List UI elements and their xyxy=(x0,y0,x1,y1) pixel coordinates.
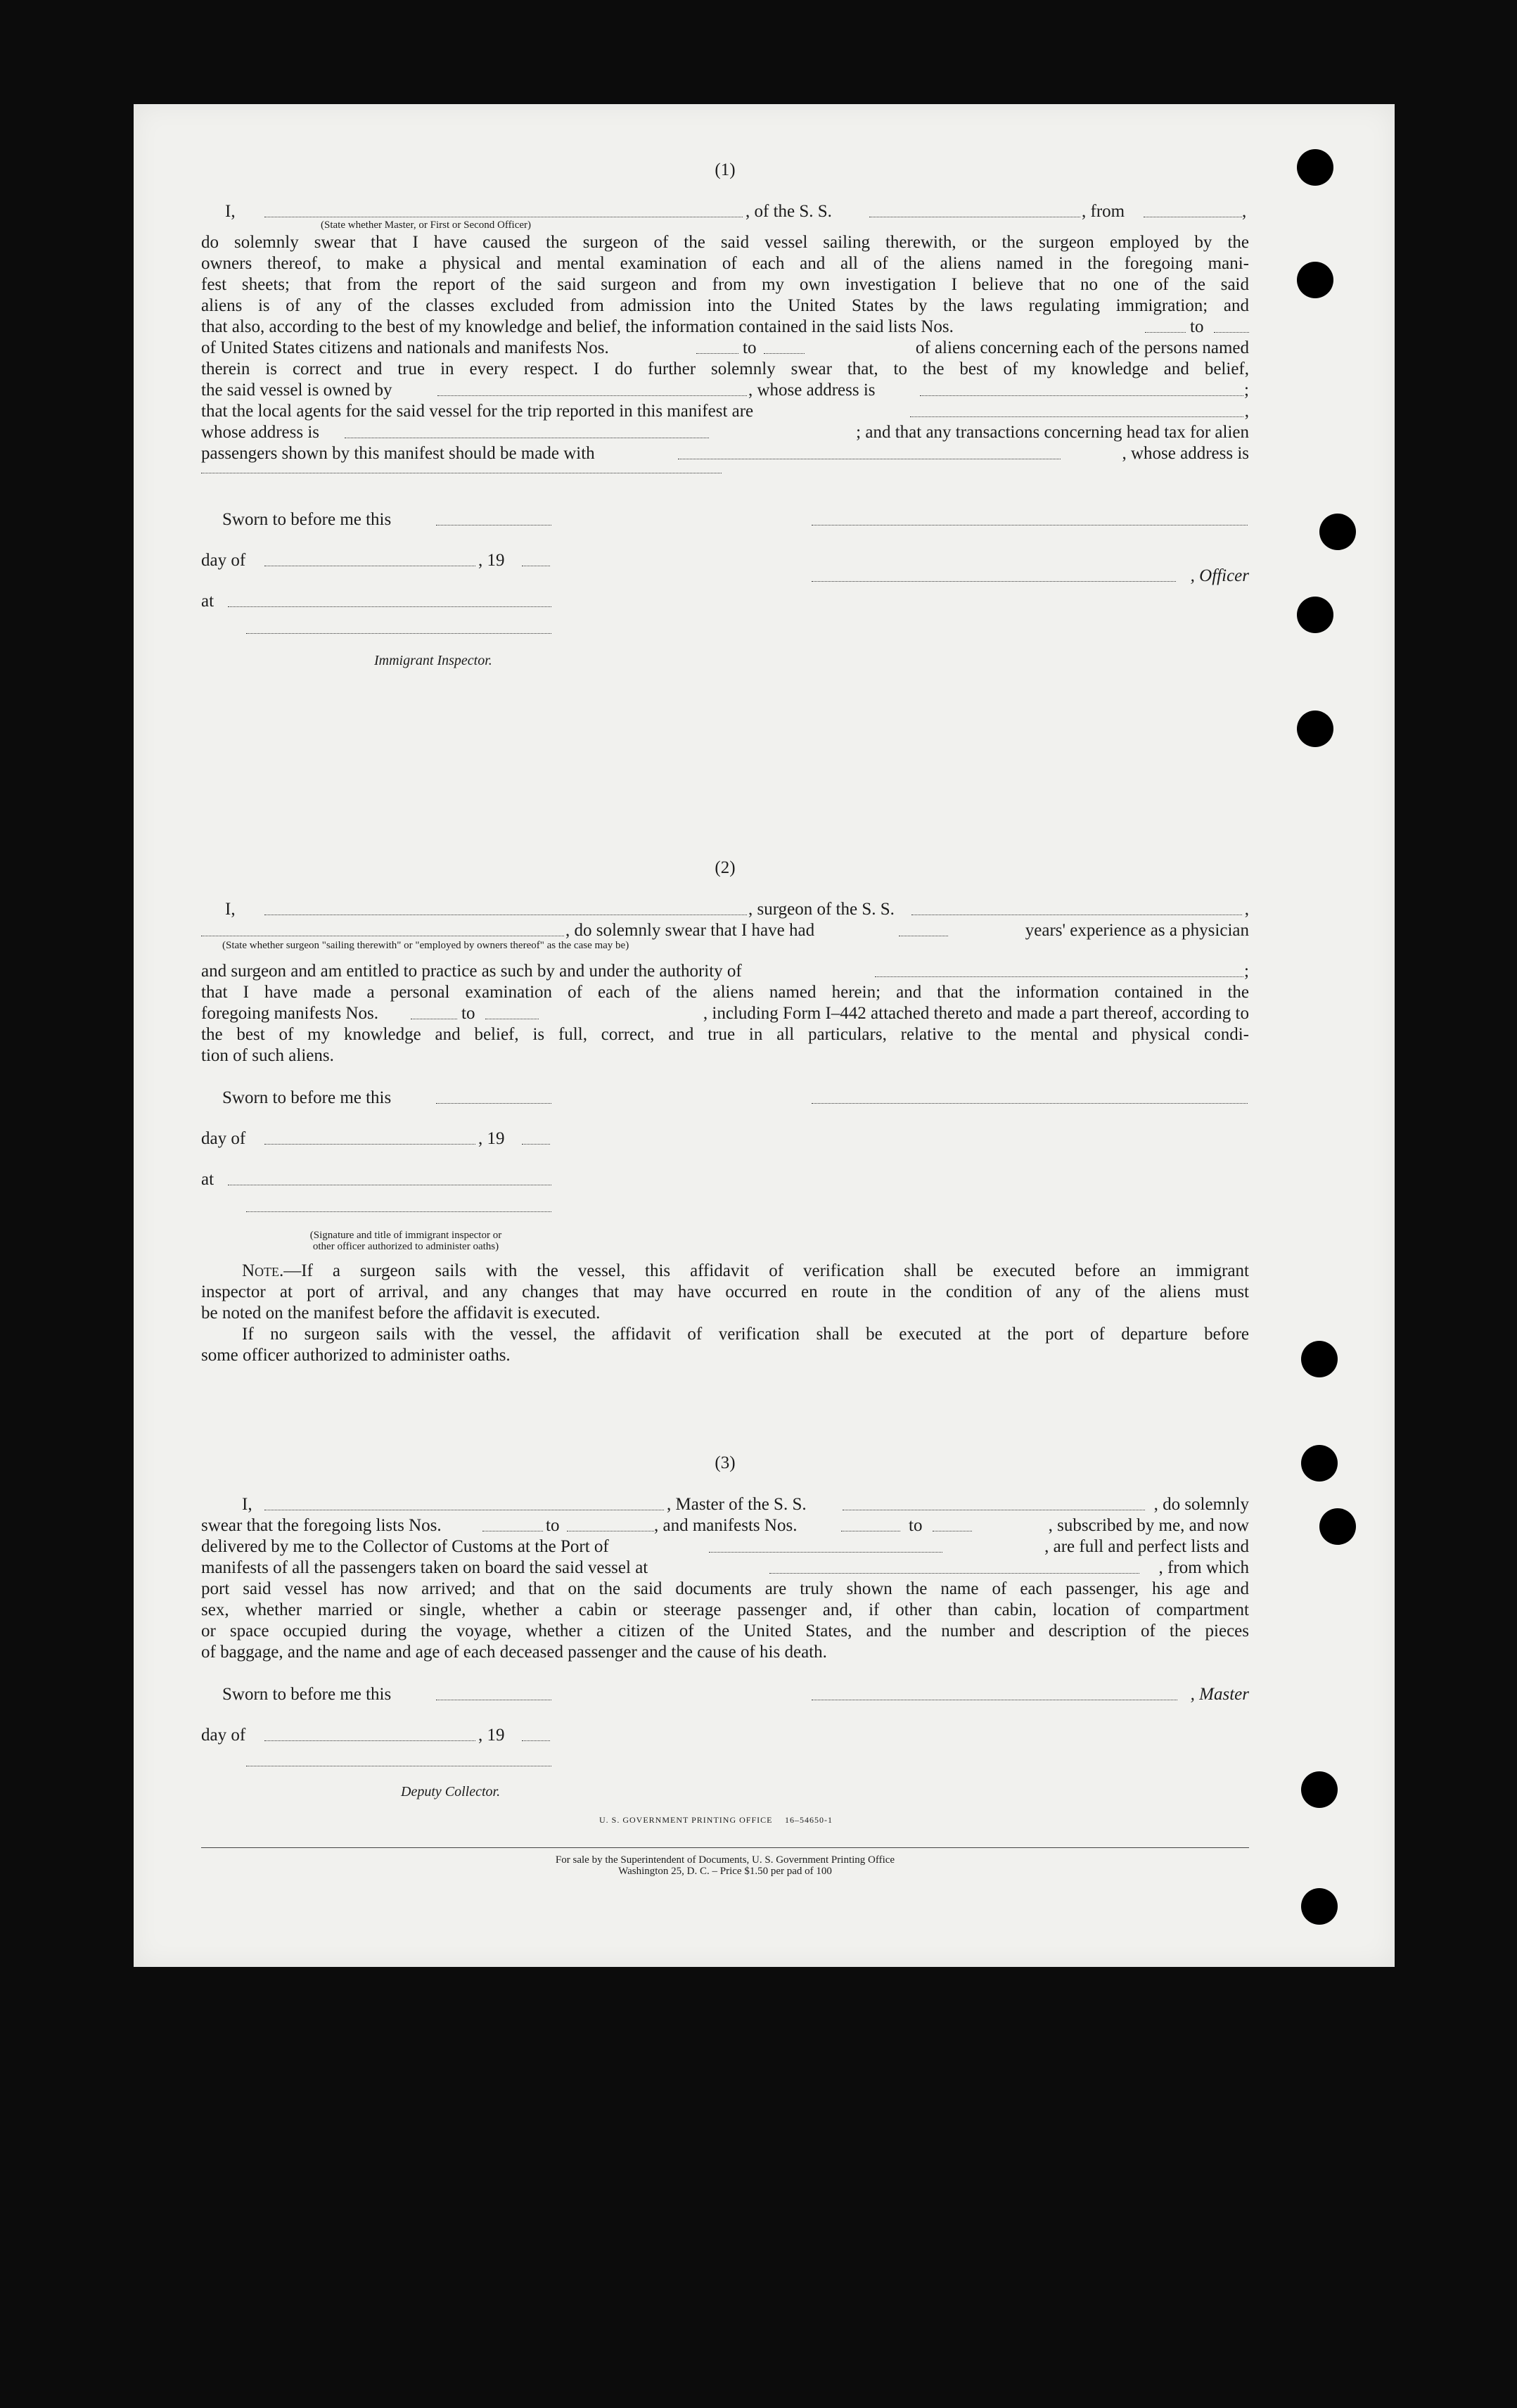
to-label: to xyxy=(461,1004,475,1023)
do-solemnly-label: , do solemnly xyxy=(1153,1495,1249,1514)
section-3-number: (3) xyxy=(715,1453,736,1472)
note2-line: If no surgeon sails with the vessel, the affidavit of verification shall be executed at the port of departure before xyxy=(242,1325,1249,1344)
at-label: at xyxy=(201,592,215,611)
manifest-to-field[interactable] xyxy=(764,353,805,354)
that-also-text: that also, according to the best of my knowledge and belief, the information contained in the said lists Nos. xyxy=(201,317,954,336)
local-agents-field[interactable] xyxy=(910,416,1243,417)
binder-hole-7 xyxy=(1301,1445,1338,1482)
day-of-label: day of xyxy=(201,1726,246,1745)
sworn-label: Sworn to before me this xyxy=(222,1685,392,1704)
section-1-para-line: do solemnly swear that I have caused the surgeon of the said vessel sailing therewith, or the surgeon employed by the xyxy=(201,233,1249,252)
from-which-label: , from which xyxy=(1158,1558,1249,1577)
section-3-para-line: or space occupied during the voyage, whether a citizen of the United States, and the number and description of the pieces xyxy=(201,1622,1249,1641)
place-field[interactable] xyxy=(228,606,551,607)
whose-address-label: , whose address is xyxy=(748,381,876,400)
deputy-caption: Deputy Collector. xyxy=(401,1784,501,1799)
passengers-label: passengers shown by this manifest should be made with xyxy=(201,444,595,463)
binder-hole-4 xyxy=(1297,597,1333,633)
sworn-day-field[interactable] xyxy=(436,1103,551,1104)
whose-address-label: whose address is xyxy=(201,423,320,442)
officer-label: , Officer xyxy=(1190,566,1249,585)
section-2-para-last: tion of such aliens. xyxy=(201,1046,334,1065)
list-to-field[interactable] xyxy=(1214,332,1249,333)
inspector-signature-field[interactable] xyxy=(246,633,551,634)
to-label: to xyxy=(1190,317,1204,336)
comma: , xyxy=(1244,402,1249,421)
delivered-label: delivered by me to the Collector of Customs at the Port of xyxy=(201,1537,609,1556)
are-full-label: , are full and perfect lists and xyxy=(1044,1537,1249,1556)
note-label: Note. xyxy=(242,1261,284,1280)
month-field[interactable] xyxy=(264,1740,475,1741)
owner-address-field[interactable] xyxy=(920,395,1243,396)
swear-had-label: , do solemnly swear that I have had xyxy=(565,921,815,940)
to-label: to xyxy=(546,1516,560,1535)
binder-hole-5 xyxy=(1297,711,1333,747)
sale-line-2: Washington 25, D. C. – Price $1.50 per pad of 100 xyxy=(618,1866,832,1877)
master-of-label: , Master of the S. S. xyxy=(667,1495,807,1514)
note-last-line: be noted on the manifest before the affidavit is executed. xyxy=(201,1304,601,1323)
owner-field[interactable] xyxy=(437,395,747,396)
owned-by-label: the said vessel is owned by xyxy=(201,381,392,400)
note-first-line xyxy=(201,1261,1249,1282)
sworn-label: Sworn to before me this xyxy=(222,1088,392,1107)
master-label: , Master xyxy=(1190,1685,1249,1704)
to-label: to xyxy=(909,1516,923,1535)
therein-text: therein is correct and true in every respect. I do further solemnly swear that, to the best of my knowledge and belief, xyxy=(201,359,1249,378)
inspector-caption: Immigrant Inspector. xyxy=(374,653,492,668)
sworn-label: Sworn to before me this xyxy=(222,510,392,529)
note2-last-line: some officer authorized to administer oaths. xyxy=(201,1346,511,1365)
i-label: I, xyxy=(225,900,236,919)
of-ss-label: , of the S. S. xyxy=(745,202,832,221)
authority-field[interactable] xyxy=(875,976,1243,977)
boarding-port-field[interactable] xyxy=(769,1573,1139,1574)
i-label: I, xyxy=(242,1495,252,1514)
footer-rule xyxy=(201,1847,1249,1848)
section-3-para-line: port said vessel has now arrived; and that on the said documents are truly shown the name of each passenger, his age and xyxy=(201,1579,1249,1598)
administrator-signature-field[interactable] xyxy=(246,1211,551,1212)
printing-office: U. S. GOVERNMENT PRINTING OFFICE xyxy=(599,1815,773,1825)
section-3-para-line: sex, whether married or single, whether a cabin or steerage passenger and, if other than cabin, location of compartment xyxy=(201,1600,1249,1619)
sig-caption-2: other officer authorized to administer oaths) xyxy=(312,1241,499,1252)
year-label: , 19 xyxy=(478,1129,505,1148)
month-field[interactable] xyxy=(264,1144,475,1145)
section-1-para-line: fest sheets; that from the report of the said surgeon and from my own investigation I believe that no one of the said xyxy=(201,275,1249,294)
semicolon: ; xyxy=(1244,381,1249,400)
binder-hole-3 xyxy=(1319,514,1356,550)
note-text: —If a surgeon sails with the vessel, this affidavit of verification shall be executed before an immigrant xyxy=(283,1261,1249,1280)
section-2-para-line: the best of my knowledge and belief, is full, correct, and true in all particulars, relative to the mental and physical condi- xyxy=(201,1025,1249,1044)
swear-lists-label: swear that the foregoing lists Nos. xyxy=(201,1516,442,1535)
form-number: 16–54650-1 xyxy=(785,1815,833,1825)
of-aliens-text: of aliens concerning each of the persons named xyxy=(915,338,1249,357)
subscribed-label: , subscribed by me, and now xyxy=(1048,1516,1249,1535)
section-1-text xyxy=(201,201,1249,485)
port-field[interactable] xyxy=(709,1552,942,1553)
note-line: inspector at port of arrival, and any changes that may have occurred en route in the condition of any of the aliens must xyxy=(201,1282,1249,1301)
binder-hole-10 xyxy=(1301,1888,1338,1925)
officer-caption: (State whether Master, or First or Second Officer) xyxy=(321,219,532,231)
surgeon-of-label: , surgeon of the S. S. xyxy=(748,900,895,919)
form-page xyxy=(134,104,1395,1967)
binder-hole-2 xyxy=(1297,262,1333,298)
years-label: years' experience as a physician xyxy=(1025,921,1249,940)
binder-hole-8 xyxy=(1319,1508,1356,1545)
sale-line-1: For sale by the Superintendent of Documents, U. S. Government Printing Office xyxy=(555,1854,895,1866)
year-label: , 19 xyxy=(478,551,505,570)
year-label: , 19 xyxy=(478,1726,505,1745)
year-field[interactable] xyxy=(522,1144,550,1145)
day-of-label: day of xyxy=(201,1129,246,1148)
and-manifests-label: , and manifests Nos. xyxy=(654,1516,798,1535)
section-3-para-last: of baggage, and the name and age of each deceased passenger and the cause of his death. xyxy=(201,1643,827,1662)
head-tax-text: ; and that any transactions concerning head tax for alien xyxy=(856,423,1249,442)
binder-hole-1 xyxy=(1297,149,1333,186)
at-label: at xyxy=(201,1170,215,1189)
comma: , xyxy=(1242,202,1247,221)
manifests-label: manifests of all the passengers taken on board the said vessel at xyxy=(201,1558,648,1577)
comma: , xyxy=(1244,900,1249,919)
section-1-number: (1) xyxy=(715,160,736,179)
officer-title-field[interactable] xyxy=(812,581,1176,582)
day-of-label: day of xyxy=(201,551,246,570)
foregoing-label: foregoing manifests Nos. xyxy=(201,1004,379,1023)
authority-label: and surgeon and am entitled to practice as such by and under the authority of xyxy=(201,962,742,981)
semicolon: ; xyxy=(1244,962,1249,981)
year-field[interactable] xyxy=(522,1740,550,1741)
manifest-from-field[interactable] xyxy=(696,353,738,354)
section-2-number: (2) xyxy=(715,858,736,877)
surgeon-signature-field[interactable] xyxy=(812,1103,1248,1104)
from-label: , from xyxy=(1082,202,1125,221)
to-label: to xyxy=(743,338,757,357)
whose-address-end-label: , whose address is xyxy=(1122,444,1249,463)
section-1-para-line: aliens is of any of the classes excluded from admission into the United States by the laws regulating immigration; and xyxy=(201,296,1249,315)
citizens-text: of United States citizens and nationals and manifests Nos. xyxy=(201,338,609,357)
binder-hole-6 xyxy=(1301,1341,1338,1377)
binder-hole-9 xyxy=(1301,1771,1338,1808)
including-text: , including Form I–442 attached thereto and made a part thereof, according to xyxy=(703,1004,1249,1023)
i-label: I, xyxy=(225,202,236,221)
list-from-field[interactable] xyxy=(1145,332,1186,333)
section-1-para-line: owners thereof, to make a physical and mental examination of each and all of the aliens named in the foregoing mani- xyxy=(201,254,1249,273)
sig-caption-1: (Signature and title of immigrant inspector or xyxy=(309,1230,502,1241)
section-2-para-line: that I have made a personal examination of each of the aliens named herein; and that the information contained in the xyxy=(201,983,1249,1002)
surgeon-caption: (State whether surgeon "sailing therewith" or "employed by owners thereof" as the case may be) xyxy=(222,940,629,951)
local-agents-label: that the local agents for the said vessel for the trip reported in this manifest are xyxy=(201,402,754,421)
